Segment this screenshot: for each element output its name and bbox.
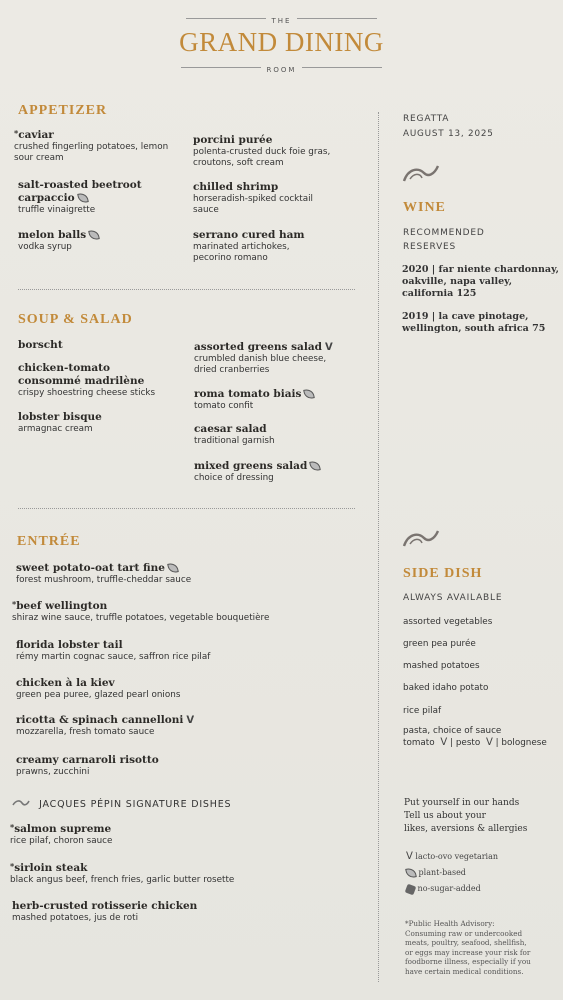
section-divider [18, 508, 355, 509]
menu-date: AUGUST 13, 2025 [403, 129, 494, 139]
menu-item-caviar: *caviar crushed fingerling potatoes, lemon sour cream [14, 128, 169, 163]
soup-salad-heading: SOUP & SALAD [18, 312, 133, 327]
menu-item-chicken-kiev: chicken à la kiev green pea puree, glazed pearl onions [16, 677, 181, 700]
menu-item-lobster-bisque: lobster bisque armagnac cream [18, 411, 102, 434]
entree-heading: ENTRÉE [17, 534, 81, 549]
plant-based-icon [304, 388, 316, 400]
legend: ᐯ lacto-ovo vegetarian plant-based no-sugar-added [406, 851, 499, 893]
restaurant-title: GRAND DINING [179, 27, 384, 57]
menu-item-lobster-tail: florida lobster tail rémy martin cognac sauce, saffron rice pilaf [16, 639, 211, 662]
side-item: assorted vegetables [403, 617, 493, 627]
menu-item-salmon-supreme: *salmon supreme rice pilaf, choron sauce [10, 822, 113, 846]
vegetarian-icon: ᐯ [186, 715, 195, 726]
side-item: green pea purée [403, 639, 476, 649]
signature-heading: JACQUES PÉPIN SIGNATURE DISHES [12, 792, 357, 811]
flourish-icon [12, 798, 30, 808]
menu-item-mixed-greens: mixed greens salad choice of dressing [194, 460, 359, 484]
menu-item-serrano-ham: serrano cured ham marinated artichokes, pecorino romano [193, 229, 305, 263]
vegetarian-icon: ᐯ [406, 851, 413, 862]
menu-item-sweet-potato-tart: sweet potato-oat tart fine forest mushroom, truffle-cheddar sauce [16, 562, 192, 585]
wine-subheading-1: RECOMMENDED [403, 228, 485, 238]
plant-based-icon [167, 562, 179, 574]
menu-item-chilled-shrimp: chilled shrimp horseradish-spiked cocktail sauce [193, 181, 313, 215]
menu-item-roma-tomato: roma tomato biais tomato confit [194, 388, 359, 412]
menu-item-melon-balls: melon balls vodka syrup [18, 229, 183, 253]
menu-item-consomme: chicken-tomato consommé madrilène crispy shoestring cheese sticks [18, 362, 156, 398]
menu-item-caesar-salad: caesar salad traditional garnish [194, 423, 275, 446]
plant-based-icon [88, 229, 100, 241]
menu-item-cannelloni: ricotta & spinach cannelloni ᐯ mozzarella, fresh tomato sauce [16, 714, 195, 737]
vegetarian-icon: ᐯ [440, 737, 448, 748]
menu-item-beetroot-carpaccio: salt-roasted beetroot carpaccio truffle vinaigrette [18, 179, 142, 215]
vegetarian-icon: ᐯ [324, 342, 333, 353]
dietary-note: Put yourself in our hands Tell us about your likes, aversions & allergies [404, 798, 528, 834]
menu-item-borscht: borscht [18, 339, 63, 351]
menu-item-beef-wellington: *beef wellington shiraz wine sauce, truffle potatoes, vegetable bouquetière [12, 599, 270, 623]
flourish-icon [402, 528, 440, 550]
menu-item-porcini-puree: porcini purée polenta-crusted duck foie gras, croutons, soft cream [193, 134, 331, 168]
wine-heading: WINE [403, 200, 446, 215]
menu-item-rotisserie-chicken: herb-crusted rotisserie chicken mashed potatoes, jus de roti [12, 900, 198, 923]
side-item-pasta: pasta, choice of sauce tomato ᐯ | pesto ᐯ | bolognese [403, 726, 547, 748]
header-the: THE [0, 8, 563, 27]
wine-subheading-2: RESERVES [403, 242, 457, 252]
side-item: rice pilaf [403, 706, 442, 716]
no-sugar-icon [405, 883, 417, 895]
column-divider [378, 112, 379, 982]
plant-based-icon [77, 192, 89, 204]
wine-item-chardonnay: 2020 | far niente chardonnay, oakville, napa valley, california 125 [402, 264, 559, 299]
public-health-advisory: *Public Health Advisory: Consuming raw or undercooked meats, poultry, seafood, shellfish, or eggs may increase your risk for foodborne illness, especially if you have certain medical conditions. [405, 919, 531, 976]
menu-item-risotto: creamy carnaroli risotto prawns, zucchini [16, 754, 159, 777]
plant-based-icon [405, 867, 417, 879]
appetizer-heading: APPETIZER [18, 103, 108, 118]
menu-item-assorted-greens: assorted greens salad ᐯ crumbled danish blue cheese, dried cranberries [194, 341, 333, 375]
menu-item-sirloin-steak: *sirloin steak black angus beef, french fries, garlic butter rosette [10, 861, 235, 885]
section-divider [18, 289, 355, 290]
side-dish-heading: SIDE DISH [403, 566, 483, 581]
wine-item-pinotage: 2019 | la cave pinotage, wellington, south africa 75 [402, 311, 546, 334]
flourish-icon [402, 163, 440, 185]
plant-based-icon [310, 460, 322, 472]
header-room: ROOM [0, 57, 563, 76]
side-item: mashed potatoes [403, 661, 480, 671]
ship-name: REGATTA [403, 114, 450, 124]
side-dish-subheading: ALWAYS AVAILABLE [403, 593, 503, 603]
vegetarian-icon: ᐯ [486, 737, 493, 748]
menu-header [0, 8, 563, 76]
side-item: baked idaho potato [403, 683, 489, 693]
